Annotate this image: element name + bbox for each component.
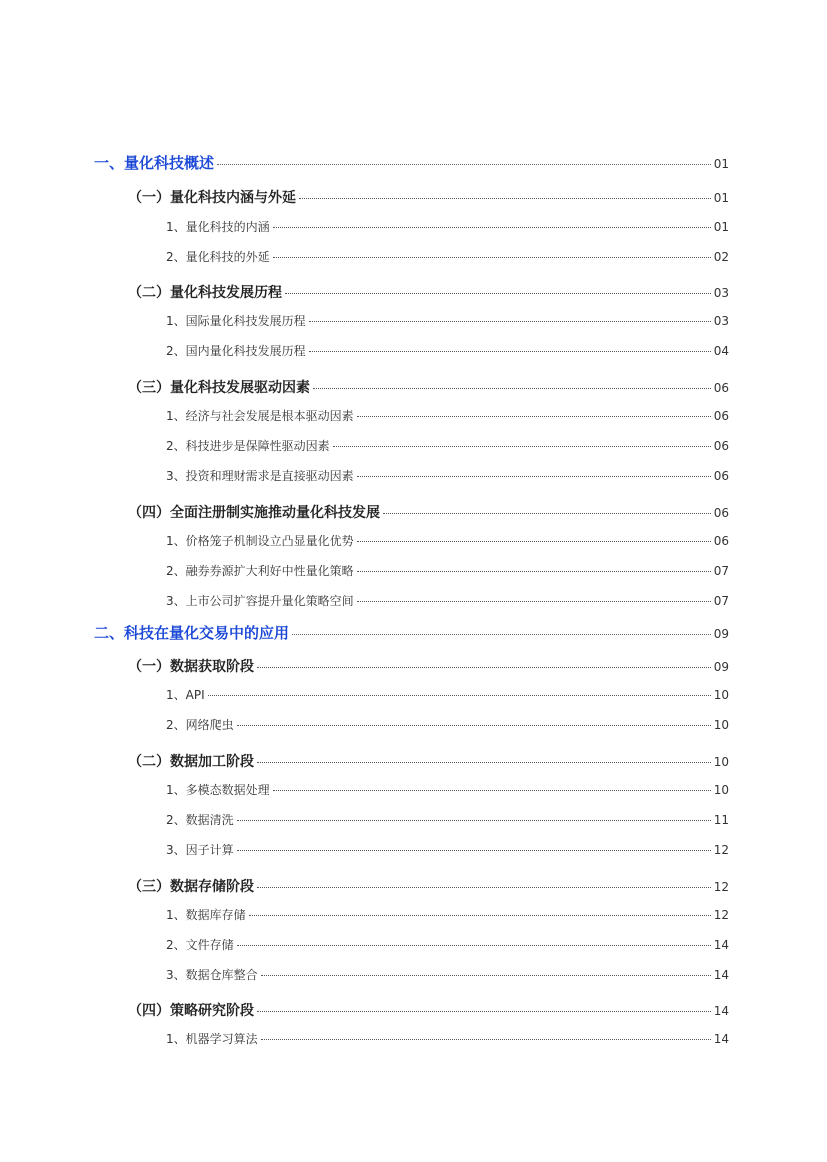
toc-entry[interactable] — [166, 467, 729, 484]
toc-entry-title: 一、量化科技概述 — [94, 154, 215, 172]
leader-dots — [257, 667, 711, 668]
toc-entry[interactable] — [166, 342, 729, 359]
toc-entry[interactable] — [166, 906, 729, 923]
toc-entry-page: 11 — [713, 813, 729, 827]
toc-entry-title: 1、国际量化科技发展历程 — [166, 314, 306, 328]
toc-entry[interactable] — [166, 312, 729, 329]
toc-entry-page: 02 — [713, 250, 729, 264]
leader-dots — [292, 634, 711, 635]
leader-dots — [313, 388, 711, 389]
leader-dots — [357, 476, 711, 477]
leader-dots — [309, 351, 711, 352]
toc-entry-page: 12 — [713, 880, 729, 894]
toc-entry-page: 10 — [713, 688, 729, 702]
toc-entry-title: （一）数据获取阶段 — [128, 659, 254, 675]
toc-entry[interactable] — [94, 152, 729, 173]
toc-entry-title: 3、因子计算 — [166, 843, 234, 857]
toc-entry-page: 06 — [713, 506, 729, 520]
toc-entry-page: 06 — [713, 469, 729, 483]
leader-dots — [309, 321, 711, 322]
leader-dots — [285, 293, 711, 294]
toc-entry-title: （二）数据加工阶段 — [128, 754, 254, 770]
toc-entry-title: 1、数据库存储 — [166, 908, 246, 922]
leader-dots — [237, 725, 711, 726]
leader-dots — [257, 762, 711, 763]
leader-dots — [257, 1011, 711, 1012]
toc-entry-page: 01 — [713, 157, 729, 171]
toc-entry[interactable] — [166, 936, 729, 953]
toc-entry-title: 1、价格笼子机制设立凸显量化优势 — [166, 534, 354, 548]
toc-entry-title: 二、科技在量化交易中的应用 — [94, 624, 290, 642]
leader-dots — [357, 416, 711, 417]
toc-entry[interactable] — [166, 966, 729, 983]
toc-entry[interactable] — [166, 592, 729, 609]
leader-dots — [217, 164, 711, 165]
leader-dots — [237, 850, 711, 851]
toc-entry[interactable] — [166, 562, 729, 579]
toc-entry-title: 2、科技进步是保障性驱动因素 — [166, 439, 330, 453]
leader-dots — [333, 446, 711, 447]
toc-entry-page: 14 — [713, 968, 729, 982]
toc-entry-page: 10 — [713, 718, 729, 732]
leader-dots — [261, 975, 711, 976]
toc-entry-page: 06 — [713, 534, 729, 548]
leader-dots — [249, 915, 711, 916]
leader-dots — [237, 820, 711, 821]
toc-entry-page: 01 — [713, 220, 729, 234]
toc-entry-title: （三）量化科技发展驱动因素 — [128, 380, 310, 396]
toc-entry-title: 2、量化科技的外延 — [166, 250, 270, 264]
toc-entry-title: 1、量化科技的内涵 — [166, 220, 270, 234]
toc-entry-title: （四）策略研究阶段 — [128, 1003, 254, 1019]
toc-entry-page: 14 — [713, 1004, 729, 1018]
toc-entry-page: 14 — [713, 938, 729, 952]
toc-entry[interactable] — [128, 502, 729, 522]
toc-entry-title: 1、机器学习算法 — [166, 1032, 258, 1046]
leader-dots — [261, 1039, 711, 1040]
toc-entry-page: 10 — [713, 755, 729, 769]
toc-entry[interactable] — [166, 248, 729, 265]
leader-dots — [273, 790, 711, 791]
toc-entry-page: 06 — [713, 409, 729, 423]
toc-entry-page: 10 — [713, 783, 729, 797]
toc-entry-page: 07 — [713, 564, 729, 578]
toc-entry[interactable] — [166, 532, 729, 549]
toc-entry-title: 1、经济与社会发展是根本驱动因素 — [166, 409, 354, 423]
toc-entry[interactable] — [128, 377, 729, 397]
toc-entry[interactable] — [166, 1030, 729, 1047]
toc-entry-title: 2、融券券源扩大利好中性量化策略 — [166, 564, 354, 578]
leader-dots — [237, 945, 711, 946]
toc-entry[interactable] — [128, 1000, 729, 1020]
leader-dots — [273, 257, 711, 258]
leader-dots — [383, 513, 711, 514]
toc-entry-title: 3、上市公司扩容提升量化策略空间 — [166, 594, 354, 608]
toc-entry[interactable] — [166, 218, 729, 235]
toc-entry-page: 14 — [713, 1032, 729, 1046]
toc-entry-title: 2、网络爬虫 — [166, 718, 234, 732]
toc-entry[interactable] — [166, 437, 729, 454]
toc-entry-title: 3、投资和理财需求是直接驱动因素 — [166, 469, 354, 483]
toc-entry-page: 09 — [713, 627, 729, 641]
leader-dots — [273, 227, 711, 228]
toc-entry-page: 12 — [713, 908, 729, 922]
toc-entry[interactable] — [166, 841, 729, 858]
toc-entry-title: （一）量化科技内涵与外延 — [128, 190, 296, 206]
toc-entry[interactable] — [128, 282, 729, 302]
toc-entry[interactable] — [166, 811, 729, 828]
toc-entry[interactable] — [166, 781, 729, 798]
leader-dots — [208, 695, 711, 696]
toc-entry-page: 04 — [713, 344, 729, 358]
toc-entry-page: 07 — [713, 594, 729, 608]
toc-entry-page: 09 — [713, 660, 729, 674]
toc-entry[interactable] — [166, 686, 729, 703]
leader-dots — [357, 571, 711, 572]
toc-entry-page: 03 — [713, 286, 729, 300]
toc-entry-title: （二）量化科技发展历程 — [128, 285, 282, 301]
leader-dots — [257, 887, 711, 888]
toc-entry-title: 2、文件存储 — [166, 938, 234, 952]
toc-entry-page: 03 — [713, 314, 729, 328]
toc-entry-page: 12 — [713, 843, 729, 857]
toc-entry-page: 01 — [713, 191, 729, 205]
toc-entry-title: 3、数据仓库整合 — [166, 968, 258, 982]
toc-entry[interactable] — [128, 751, 729, 771]
toc-entry[interactable] — [128, 187, 729, 207]
toc-entry[interactable] — [166, 716, 729, 733]
toc-entry-title: 1、多模态数据处理 — [166, 783, 270, 797]
leader-dots — [357, 601, 711, 602]
leader-dots — [357, 541, 711, 542]
toc-entry-title: 2、数据清洗 — [166, 813, 234, 827]
toc-entry[interactable] — [128, 876, 729, 896]
toc-entry-title: 2、国内量化科技发展历程 — [166, 344, 306, 358]
toc-entry-title: （四）全面注册制实施推动量化科技发展 — [128, 505, 380, 521]
toc-entry-title: （三）数据存储阶段 — [128, 879, 254, 895]
toc-entry[interactable] — [166, 407, 729, 424]
leader-dots — [299, 198, 711, 199]
toc-entry-page: 06 — [713, 381, 729, 395]
toc-entry[interactable] — [94, 622, 729, 643]
toc-entry-page: 06 — [713, 439, 729, 453]
toc-entry-title: 1、API — [166, 688, 205, 702]
toc-entry[interactable] — [128, 656, 729, 676]
